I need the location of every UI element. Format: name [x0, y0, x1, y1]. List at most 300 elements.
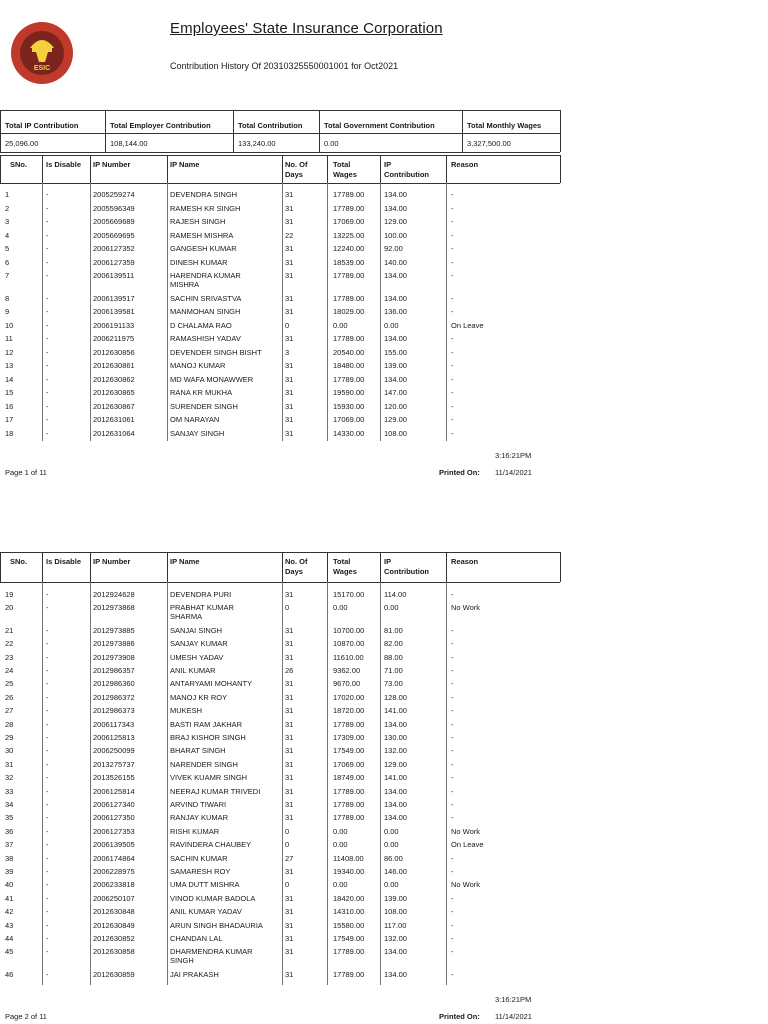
table-cell: ANIL KUMAR — [170, 666, 216, 675]
table-cell: 30 — [5, 746, 14, 756]
table-cell: BRAJ KISHOR SINGH — [170, 733, 246, 742]
table-cell: 129.00 — [384, 415, 407, 424]
header-divider — [446, 552, 447, 582]
table-cell: 31 — [285, 257, 294, 267]
table-cell: 43 — [5, 920, 14, 930]
header-divider — [42, 552, 43, 582]
table-cell: - — [46, 759, 49, 769]
header-divider — [327, 155, 328, 183]
column-header: SNo. — [10, 160, 28, 169]
table-cell: - — [46, 217, 49, 226]
table-cell: 0.00 — [384, 826, 399, 836]
table-cell: 31 — [285, 217, 294, 226]
table-cell: - — [451, 813, 454, 823]
table-cell: 31 — [285, 733, 294, 742]
body-column-divider — [42, 183, 43, 441]
table-cell: 2012630856 — [93, 347, 135, 357]
table-cell: 31 — [285, 334, 294, 343]
table-cell: 17789.00 — [333, 190, 365, 199]
body-column-divider — [380, 183, 381, 441]
table-cell: 117.00 — [384, 920, 407, 930]
table-cell: 17789.00 — [333, 969, 365, 979]
table-cell: 136.00 — [384, 307, 407, 316]
table-cell: 92.00 — [384, 244, 403, 253]
table-cell: 134.00 — [384, 334, 407, 343]
table-cell: 17789.00 — [333, 203, 365, 213]
table-cell: 130.00 — [384, 733, 407, 742]
table-cell: 34 — [5, 800, 14, 809]
table-cell: NEERAJ KUMAR TRIVEDI — [170, 786, 261, 796]
table-cell: 7 — [5, 271, 10, 280]
print-time: 3:16:21PM — [495, 995, 532, 1004]
table-cell: 2006127352 — [93, 244, 135, 253]
table-cell: 2006139581 — [93, 307, 135, 316]
table-cell: - — [46, 388, 49, 397]
header-top-rule — [0, 155, 560, 156]
table-cell: 17069.00 — [333, 759, 365, 769]
table-cell: RISHI KUMAR — [170, 826, 220, 836]
table-cell: - — [46, 853, 49, 863]
table-cell: - — [46, 374, 49, 384]
printed-on-label: Printed On: — [439, 1012, 480, 1021]
table-cell: 8 — [5, 293, 10, 303]
table-cell: 2005596349 — [93, 203, 135, 213]
table-cell: - — [451, 947, 454, 957]
table-cell: ANTARYAMI MOHANTY — [170, 679, 253, 689]
table-cell: 10 — [5, 320, 14, 330]
header-divider — [560, 155, 561, 183]
table-cell: 13225.00 — [333, 230, 365, 240]
table-cell: 2006127353 — [93, 826, 135, 836]
table-cell: 0.00 — [384, 880, 399, 890]
table-cell: - — [46, 271, 49, 280]
table-cell: 2012630865 — [93, 388, 135, 397]
table-cell: - — [46, 719, 49, 729]
table-cell: 134.00 — [384, 813, 407, 823]
table-cell: 134.00 — [384, 374, 407, 384]
table-cell: 2006127350 — [93, 813, 135, 823]
table-cell: 139.00 — [384, 893, 407, 903]
table-cell: 18720.00 — [333, 706, 365, 716]
table-cell: - — [46, 603, 49, 613]
table-cell: - — [451, 217, 454, 226]
table-cell: - — [46, 428, 49, 438]
table-cell: 15 — [5, 388, 14, 397]
table-cell: RAMESH MISHRA — [170, 230, 234, 240]
body-column-divider — [90, 582, 91, 985]
table-cell: 2006139511 — [93, 271, 135, 280]
table-cell: 0 — [285, 880, 290, 890]
table-cell: 35 — [5, 813, 14, 823]
table-cell: 5 — [5, 244, 10, 253]
header-divider — [167, 552, 168, 582]
table-cell: 0.00 — [384, 603, 399, 613]
table-cell: - — [451, 920, 454, 930]
table-cell: 88.00 — [384, 652, 403, 662]
table-cell: DEVENDRA SINGH — [170, 190, 238, 199]
table-cell: 11 — [5, 334, 13, 343]
table-cell: - — [451, 293, 454, 303]
page-number: Page 1 of 11 — [5, 468, 47, 477]
table-cell: 29 — [5, 733, 14, 742]
body-column-divider — [282, 582, 283, 985]
table-cell: SANJAY SINGH — [170, 428, 225, 438]
table-cell: 27 — [5, 706, 14, 716]
table-cell: 134.00 — [384, 190, 407, 199]
table-cell: 2012986373 — [93, 706, 135, 716]
table-cell: SURENDER SINGH — [170, 401, 238, 411]
table-cell: 31 — [285, 947, 294, 957]
table-cell: 18749.00 — [333, 773, 365, 783]
table-cell: 134.00 — [384, 203, 407, 213]
table-cell: VINOD KUMAR BADOLA — [170, 893, 256, 903]
esic-logo — [10, 18, 74, 88]
table-cell: 36 — [5, 826, 14, 836]
table-cell: 17789.00 — [333, 813, 365, 823]
table-cell: 11610.00 — [333, 652, 364, 662]
table-cell: 86.00 — [384, 853, 403, 863]
table-cell: 2012630859 — [93, 969, 135, 979]
table-cell: 2012986372 — [93, 692, 135, 702]
table-cell: - — [451, 867, 454, 876]
table-cell: - — [46, 257, 49, 267]
table-cell: 31 — [285, 401, 294, 411]
table-cell: 38 — [5, 853, 14, 863]
table-cell: 9670.00 — [333, 679, 361, 689]
table-cell: - — [451, 893, 454, 903]
table-cell: - — [46, 639, 49, 649]
table-cell: SANJAY KUMAR — [170, 639, 228, 649]
table-cell: 31 — [285, 590, 294, 599]
table-cell: 10870.00 — [333, 639, 365, 649]
table-cell: 31 — [285, 759, 294, 769]
table-cell: 13 — [5, 361, 14, 370]
table-cell: 31 — [285, 293, 294, 303]
table-cell: 17549.00 — [333, 934, 365, 943]
table-cell: 31 — [285, 625, 294, 635]
table-cell: 2006127340 — [93, 800, 135, 809]
table-cell: 2012631064 — [93, 428, 135, 438]
column-header: Total Wages — [333, 160, 357, 179]
table-cell: - — [451, 907, 454, 917]
table-cell: No Work — [451, 603, 481, 613]
table-cell: 134.00 — [384, 947, 407, 957]
table-cell: 28 — [5, 719, 14, 729]
table-cell: - — [451, 415, 454, 424]
table-cell: 19340.00 — [333, 867, 365, 876]
table-cell: 141.00 — [384, 773, 407, 783]
table-cell: - — [46, 867, 49, 876]
table-cell: CHANDAN LAL — [170, 934, 223, 943]
table-cell: 140.00 — [384, 257, 407, 267]
table-cell: 33 — [5, 786, 14, 796]
table-cell: OM NARAYAN — [170, 415, 220, 424]
table-cell: 0 — [285, 826, 290, 836]
table-cell: 3 — [285, 347, 290, 357]
table-cell: 17020.00 — [333, 692, 365, 702]
table-cell: - — [46, 625, 49, 635]
table-cell: - — [46, 666, 49, 675]
table-cell: - — [46, 786, 49, 796]
table-cell: 100.00 — [384, 230, 407, 240]
table-cell: JAI PRAKASH — [170, 969, 219, 979]
table-cell: 2012630867 — [93, 401, 135, 411]
table-cell: 0 — [285, 840, 290, 850]
document-title: Employees' State Insurance Corporation — [170, 20, 443, 37]
table-cell: - — [451, 773, 454, 783]
table-cell: 18420.00 — [333, 893, 365, 903]
table-cell: 31 — [285, 907, 294, 917]
table-cell: 15930.00 — [333, 401, 365, 411]
header-divider — [446, 155, 447, 183]
body-column-divider — [380, 582, 381, 985]
printed-on-label: Printed On: — [439, 468, 480, 477]
table-cell: 2006228975 — [93, 867, 135, 876]
table-cell: - — [451, 271, 454, 280]
table-cell: 31 — [285, 800, 294, 809]
column-header: Reason — [451, 160, 479, 169]
table-cell: 31 — [285, 920, 294, 930]
table-cell: - — [46, 692, 49, 702]
table-cell: - — [46, 947, 49, 957]
table-cell: 2012973886 — [93, 639, 135, 649]
table-cell: - — [451, 361, 454, 370]
table-cell: 2012973868 — [93, 603, 135, 613]
body-column-divider — [446, 582, 447, 985]
table-cell: NARENDER SINGH — [170, 759, 238, 769]
table-cell: - — [451, 969, 454, 979]
header-divider — [42, 155, 43, 183]
table-cell: 12240.00 — [333, 244, 365, 253]
table-cell: 41 — [5, 893, 14, 903]
table-cell: - — [451, 800, 454, 809]
table-cell: 6 — [5, 257, 10, 267]
table-cell: - — [46, 244, 49, 253]
printed-on-date: 11/14/2021 — [495, 468, 532, 477]
table-cell: 31 — [285, 679, 294, 689]
table-cell: 31 — [285, 374, 294, 384]
table-cell: 2006139505 — [93, 840, 135, 850]
table-cell: 46 — [5, 969, 14, 979]
table-cell: MANOJ KR ROY — [170, 692, 228, 702]
table-cell: 17789.00 — [333, 334, 365, 343]
table-cell: BHARAT SINGH — [170, 746, 226, 756]
table-cell: 2012973908 — [93, 652, 135, 662]
header-top-rule — [0, 552, 560, 553]
table-cell: 4 — [5, 230, 10, 240]
summary-divider — [0, 110, 1, 152]
table-cell: 40 — [5, 880, 14, 890]
table-cell: - — [451, 307, 454, 316]
table-cell: 31 — [285, 706, 294, 716]
table-cell: VIVEK KUAMR SINGH — [170, 773, 248, 783]
body-column-divider — [327, 183, 328, 441]
column-header: Is Disable — [46, 557, 82, 566]
table-cell: 31 — [285, 307, 294, 316]
table-cell: - — [451, 786, 454, 796]
table-cell: 31 — [285, 893, 294, 903]
table-cell: - — [46, 880, 49, 890]
table-cell: 2006174864 — [93, 853, 135, 863]
table-cell: 134.00 — [384, 271, 407, 280]
table-cell: 0.00 — [333, 603, 348, 613]
table-cell: - — [451, 334, 454, 343]
table-cell: 19590.00 — [333, 388, 365, 397]
table-cell: PRABHAT KUMAR SHARMA — [170, 603, 234, 622]
table-cell: 37 — [5, 840, 14, 850]
table-cell: 2012630852 — [93, 934, 135, 943]
table-cell: 134.00 — [384, 969, 407, 979]
table-cell: - — [46, 307, 49, 316]
table-cell: - — [451, 733, 454, 742]
table-cell: 2012986360 — [93, 679, 135, 689]
table-cell: 2006233818 — [93, 880, 135, 890]
table-cell: 18539.00 — [333, 257, 365, 267]
table-cell: 17309.00 — [333, 733, 365, 742]
table-cell: MD WAFA MONAWWER — [170, 374, 254, 384]
table-cell: 141.00 — [384, 706, 407, 716]
summary-header: Total Government Contribution — [324, 121, 435, 130]
summary-value: 3,327,500.00 — [467, 139, 511, 148]
table-cell: 0.00 — [333, 826, 348, 836]
table-cell: 2005669689 — [93, 217, 135, 226]
header-divider — [327, 552, 328, 582]
summary-header: Total Employer Contribution — [110, 121, 211, 130]
table-cell: - — [451, 428, 454, 438]
table-cell: MUKESH — [170, 706, 203, 716]
summary-header: Total IP Contribution — [5, 121, 79, 130]
table-cell: 134.00 — [384, 719, 407, 729]
table-cell: 146.00 — [384, 867, 407, 876]
summary-divider — [233, 110, 234, 152]
table-cell: UMA DUTT MISHRA — [170, 880, 240, 890]
table-cell: - — [451, 625, 454, 635]
logo-lettering: ESIC — [33, 65, 51, 72]
table-cell: 114.00 — [384, 590, 407, 599]
body-column-divider — [327, 582, 328, 985]
table-cell: ANIL KUMAR YADAV — [170, 907, 242, 917]
table-cell: 81.00 — [384, 625, 403, 635]
summary-mid-rule — [0, 133, 560, 134]
table-cell: 31 — [285, 271, 294, 280]
table-cell: - — [46, 347, 49, 357]
table-cell: ARVIND TIWARI — [170, 800, 227, 809]
table-cell: 31 — [285, 969, 294, 979]
table-cell: 15170.00 — [333, 590, 365, 599]
table-cell: 22 — [5, 639, 14, 649]
summary-divider — [462, 110, 463, 152]
table-cell: - — [46, 401, 49, 411]
table-cell: RAMASHISH YADAV — [170, 334, 241, 343]
body-column-divider — [42, 582, 43, 985]
header-divider — [380, 552, 381, 582]
table-cell: - — [46, 334, 49, 343]
table-cell: BASTI RAM JAKHAR — [170, 719, 243, 729]
table-cell: 32 — [5, 773, 14, 783]
table-cell: 15580.00 — [333, 920, 365, 930]
header-divider — [380, 155, 381, 183]
table-cell: DINESH KUMAR — [170, 257, 228, 267]
table-cell: 82.00 — [384, 639, 403, 649]
summary-bottom-rule — [0, 152, 560, 153]
header-divider — [0, 552, 1, 582]
table-cell: 31 — [285, 203, 294, 213]
table-cell: - — [46, 934, 49, 943]
summary-value: 0.00 — [324, 139, 339, 148]
table-cell: 11408.00 — [333, 853, 364, 863]
table-cell: MANOJ KUMAR — [170, 361, 226, 370]
table-cell: 155.00 — [384, 347, 407, 357]
column-header: SNo. — [10, 557, 28, 566]
table-cell: - — [46, 190, 49, 199]
table-cell: - — [46, 361, 49, 370]
table-cell: 17789.00 — [333, 374, 365, 384]
table-cell: D CHALAMA RAO — [170, 320, 232, 330]
table-cell: 14310.00 — [333, 907, 365, 917]
column-header: Reason — [451, 557, 479, 566]
table-cell: - — [46, 652, 49, 662]
table-cell: SANJAI SINGH — [170, 625, 223, 635]
table-cell: 31 — [285, 773, 294, 783]
table-cell: 44 — [5, 934, 14, 943]
table-cell: - — [451, 590, 454, 599]
table-cell: 31 — [285, 692, 294, 702]
table-cell: 2012630862 — [93, 374, 135, 384]
table-cell: 2006125813 — [93, 733, 135, 742]
table-cell: DEVENDRA PURI — [170, 590, 232, 599]
table-cell: 12 — [5, 347, 14, 357]
table-cell: 9 — [5, 307, 10, 316]
table-cell: - — [451, 244, 454, 253]
table-cell: 0.00 — [384, 320, 399, 330]
table-cell: 17789.00 — [333, 293, 365, 303]
table-cell: 147.00 — [384, 388, 407, 397]
table-cell: 26 — [285, 666, 294, 675]
table-cell: 2012630848 — [93, 907, 135, 917]
body-column-divider — [90, 183, 91, 441]
table-cell: 31 — [285, 244, 294, 253]
table-cell: - — [46, 746, 49, 756]
summary-top-rule — [0, 110, 560, 111]
table-cell: - — [46, 773, 49, 783]
table-cell: 0 — [285, 603, 290, 613]
table-cell: HARENDRA KUMAR MISHRA — [170, 271, 241, 289]
body-column-divider — [282, 183, 283, 441]
table-cell: 2012630861 — [93, 361, 135, 370]
table-cell: - — [451, 746, 454, 756]
table-cell: 2012631061 — [93, 415, 135, 424]
column-header: No. Of Days — [285, 160, 308, 179]
body-column-divider — [167, 582, 168, 985]
table-cell: 16 — [5, 401, 14, 411]
table-cell: 27 — [285, 853, 294, 863]
table-cell: - — [451, 257, 454, 267]
table-cell: - — [451, 203, 454, 213]
table-cell: 2012973885 — [93, 625, 135, 635]
table-cell: - — [451, 759, 454, 769]
print-time: 3:16:21PM — [495, 451, 532, 460]
table-cell: - — [46, 679, 49, 689]
table-cell: 23 — [5, 652, 14, 662]
table-cell: 134.00 — [384, 800, 407, 809]
table-cell: 71.00 — [384, 666, 403, 675]
table-cell: RANJAY KUMAR — [170, 813, 229, 823]
table-cell: 39 — [5, 867, 14, 876]
table-cell: - — [451, 692, 454, 702]
table-cell: 0.00 — [333, 320, 348, 330]
table-cell: 31 — [5, 759, 14, 769]
table-cell: - — [46, 969, 49, 979]
